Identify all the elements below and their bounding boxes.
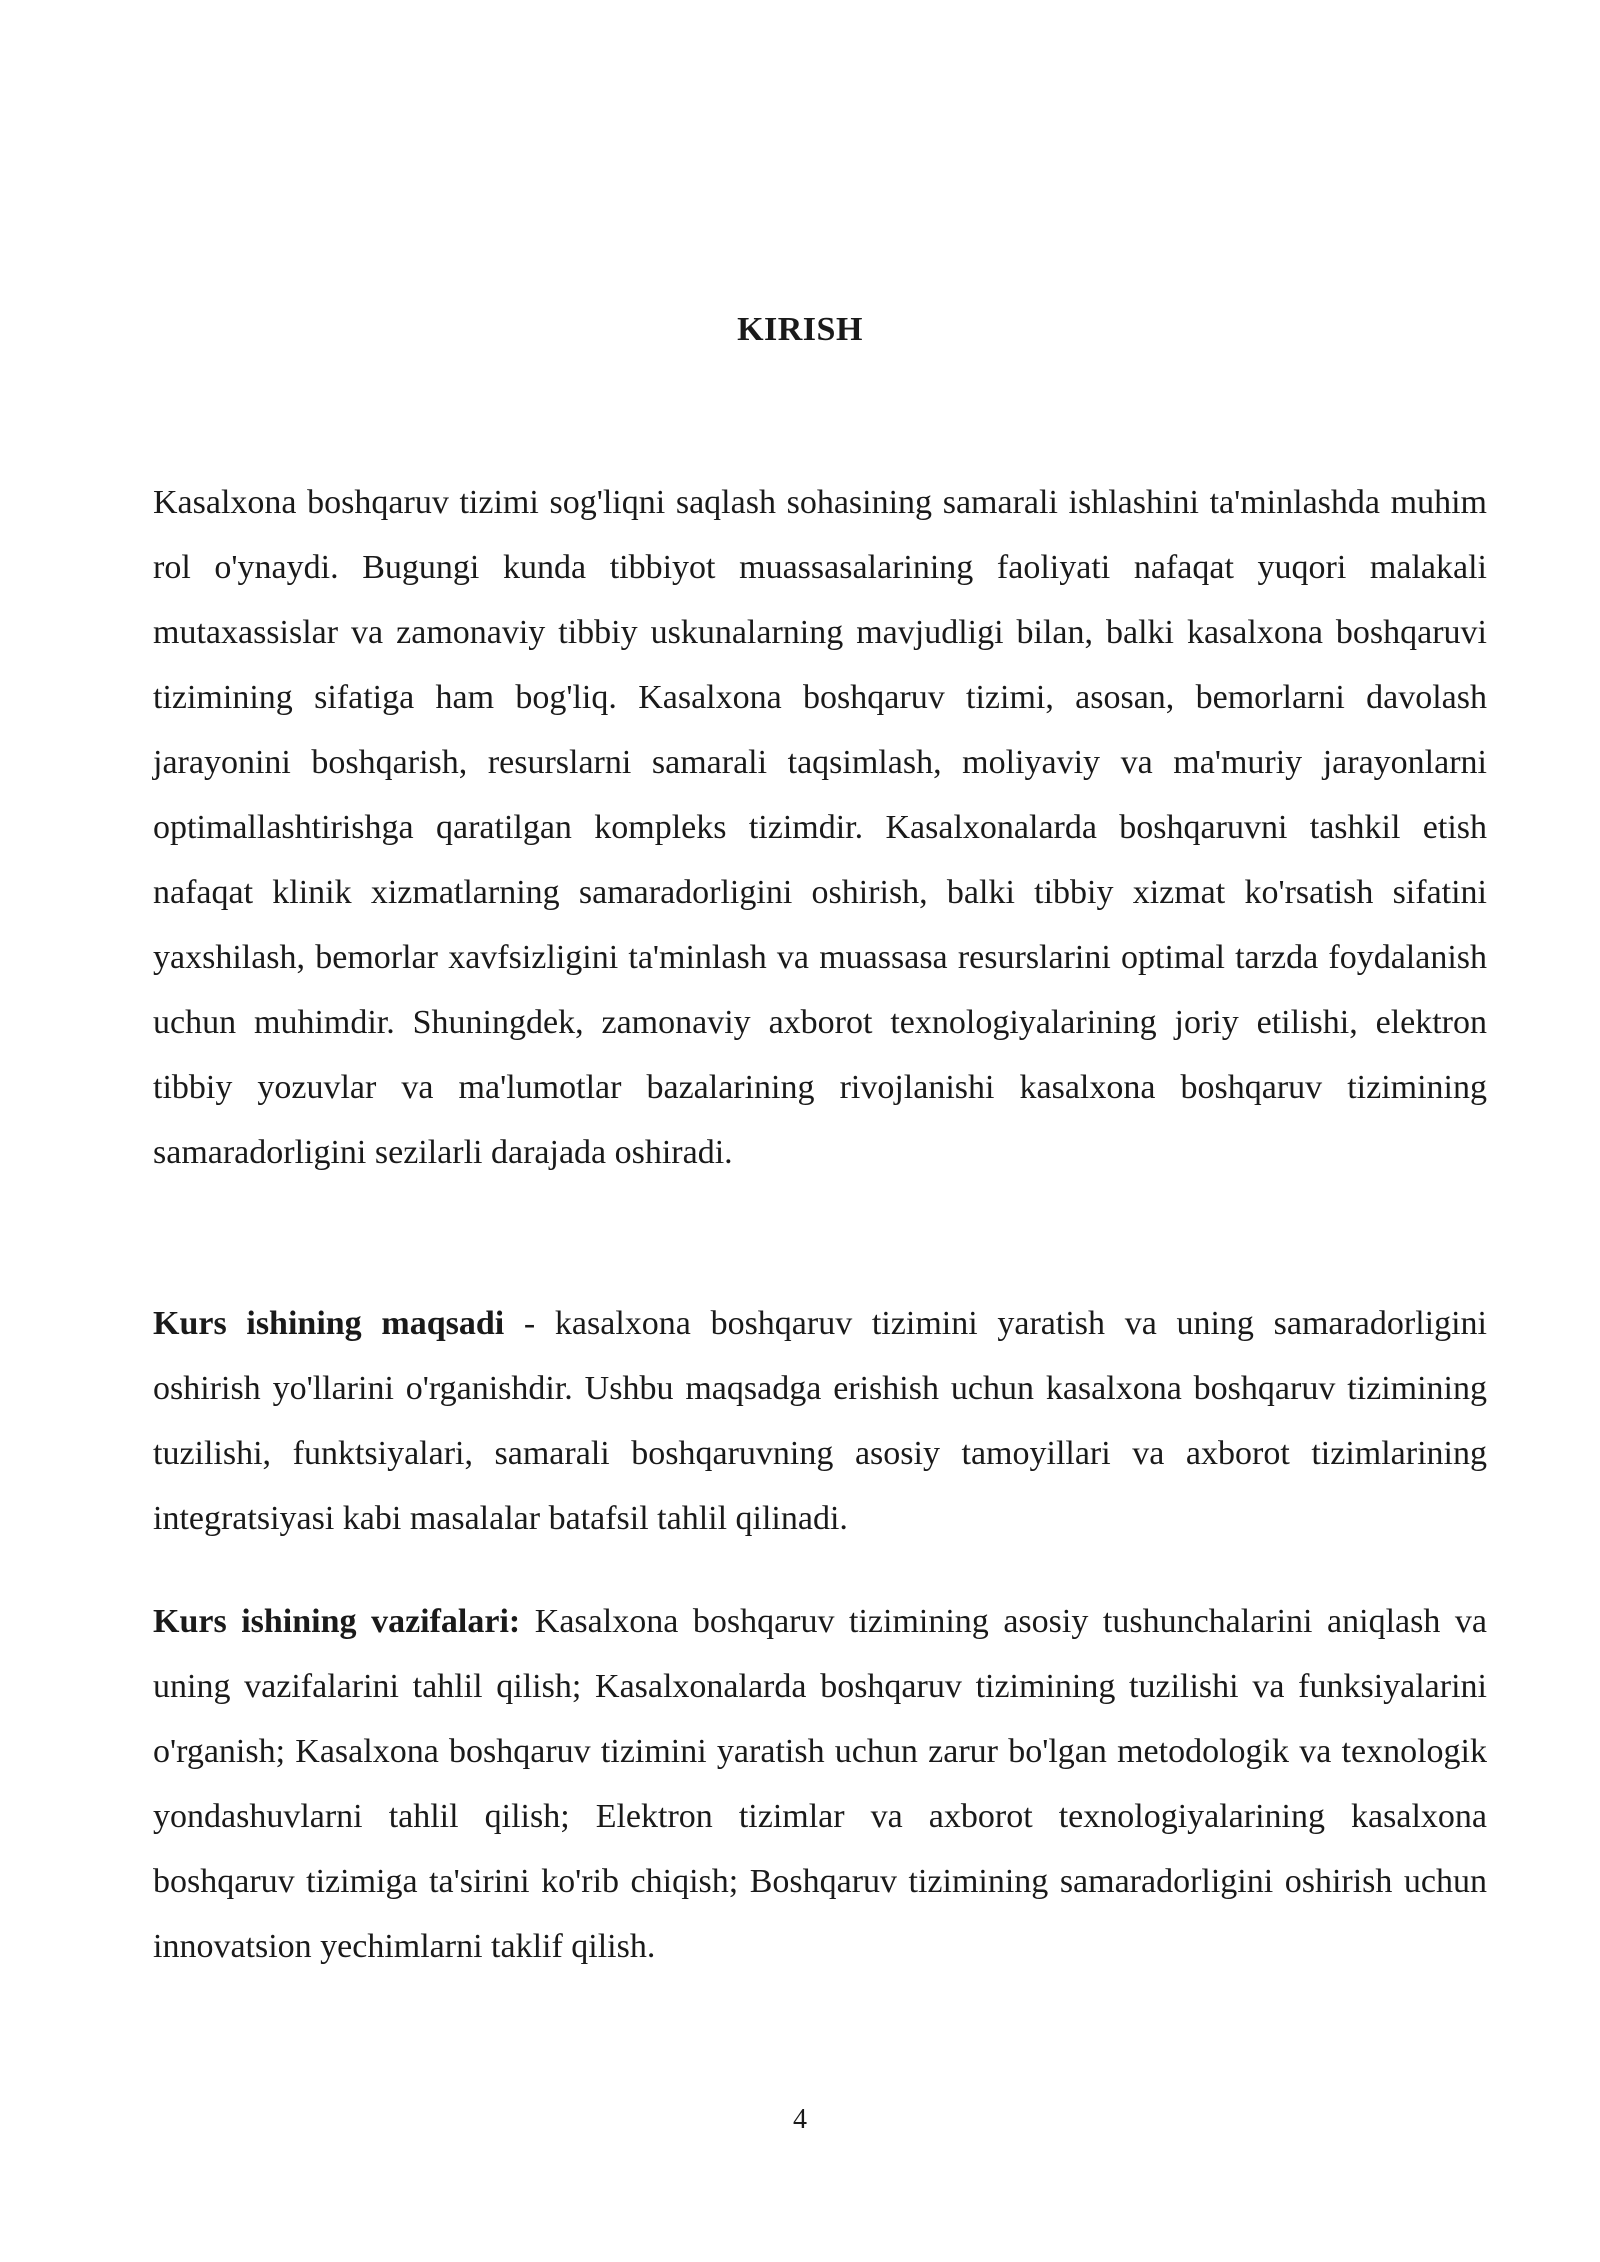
- tasks-paragraph: [153, 1589, 1487, 1979]
- goal-lead: Kurs ishining maqsadi: [153, 1305, 505, 1342]
- goal-paragraph: [153, 1291, 1487, 1551]
- tasks-lead: Kurs ishining vazifalari:: [153, 1603, 521, 1640]
- page-number: 4: [793, 2104, 807, 2135]
- page-heading: KIRISH: [737, 311, 863, 348]
- intro-paragraph-text: Kasalxona boshqaruv tizimi sog'liqni saqlash sohasining samarali ishlashini ta'minlashda muhim rol o'ynaydi. Bugungi kunda tibbiyot muassasalarining faoliyati nafaqat yuqori malakali mutaxassislar va zamonaviy tibbiy uskunalarning mavjudligi bilan, balki kasalxona boshqaruvi tizimining sifatiga ham bog'liq. Kasalxona boshqaruv tizimi, asosan, bemorlarni davolash jarayonini boshqarish, resurslarni samarali taqsimlash, moliyaviy va ma'muriy jarayonlarni optimallashtirishga qaratilgan kompleks tizimdir. Kasalxonalarda boshqaruvni tashkil etish nafaqat klinik xizmatlarning samaradorligini oshirish, balki tibbiy xizmat ko'rsatish sifatini yaxshilash, bemorlar xavfsizligini ta'minlash va muassasa resurslarini optimal tarzda foydalanish uchun muhimdir. Shuningdek, zamonaviy axborot texnologiyalarining joriy etilishi, elektron tibbiy yozuvlar va ma'lumotlar bazalarining rivojlanishi kasalxona boshqaruv tizimining samaradorligini sezilarli darajada oshiradi.: [153, 484, 1487, 1171]
- goal-paragraph-text: - kasalxona boshqaruv tizimini yaratish va uning samaradorligini oshirish yo'llarini o'rganishdir. Ushbu maqsadga erishish uchun kasalxona boshqaruv tizimining tuzilishi, funktsiyalari, samarali boshqaruvning asosiy tamoyillari va axborot tizimlarining integratsiyasi kabi masalalar batafsil tahlil qilinadi.: [153, 1305, 1488, 1537]
- tasks-paragraph-text: Kasalxona boshqaruv tizimining asosiy tushunchalarini aniqlash va uning vazifalarini tahlil qilish; Kasalxonalarda boshqaruv tizimining tuzilishi va funksiyalarini o'rganish; Kasalxona boshqaruv tizimini yaratish uchun zarur bo'lgan metodologik va texnologik yondashuvlarni tahlil qilish; Elektron tizimlar va axborot texnologiyalarining kasalxona boshqaruv tizimiga ta'sirini ko'rib chiqish; Boshqaruv tizimining samaradorligini oshirish uchun innovatsion yechimlarni taklif qilish.: [153, 1603, 1487, 1965]
- intro-paragraph: [153, 470, 1487, 1185]
